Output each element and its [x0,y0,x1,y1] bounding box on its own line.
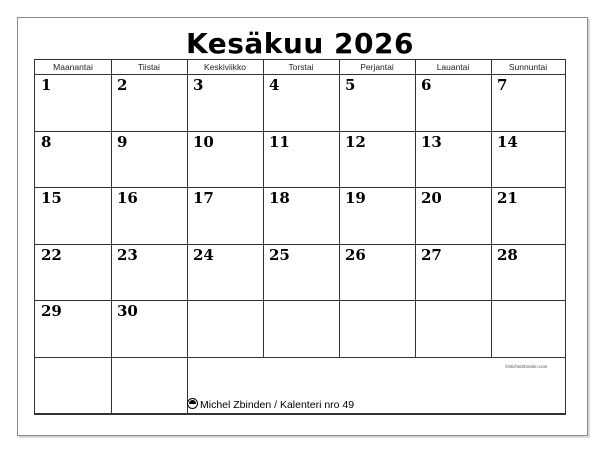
weekday-header: Maanantai [53,62,93,72]
day-number: 20 [421,189,442,207]
day-number: 29 [41,302,62,320]
day-number: 1 [41,76,52,94]
day-number: 9 [117,132,128,151]
day-number: 28 [497,245,518,264]
day-number: 3 [193,76,204,94]
day-number: 12 [345,132,366,151]
day-number: 30 [117,302,138,320]
day-number: 26 [345,245,366,264]
footer-credit [187,398,354,411]
grid-column-line [263,60,264,357]
day-number: 23 [117,245,138,264]
day-number: 10 [193,132,214,151]
day-number: 6 [421,76,432,94]
calendar-grid [34,59,566,415]
day-number: 15 [41,189,62,207]
day-number: 2 [117,76,128,94]
grid-row-line [35,300,565,301]
grid-column-line [111,60,112,414]
day-number: 21 [497,189,518,207]
weekday-header: Perjantai [360,62,394,72]
day-number: 19 [345,189,366,207]
grid-row-line [35,131,565,132]
day-number: 17 [193,189,214,207]
day-number: 18 [269,189,290,207]
day-number: 13 [421,132,442,151]
day-number: 7 [497,76,508,94]
copyright-text: ©MichelZbinden.com [505,364,548,369]
day-number: 4 [269,76,280,94]
day-number: 14 [497,132,518,151]
day-number: 16 [117,189,138,207]
weekday-header: Torstai [288,62,314,72]
weekday-header: Lauantai [436,62,470,72]
day-number: 11 [269,132,290,151]
grid-column-line [339,60,340,357]
day-number: 24 [193,245,214,264]
day-number: 25 [269,245,290,264]
weekday-header: Tiistai [138,62,160,72]
weekday-header: Keskiviikko [203,62,247,72]
grid-row-line [35,413,565,414]
weekday-header: Sunnuntai [508,62,548,72]
day-number: 5 [345,76,356,94]
day-number: 27 [421,245,442,264]
grid-row-line [35,357,565,358]
grid-row-line [35,74,565,75]
grid-column-line [187,60,188,414]
day-number: 8 [41,132,52,151]
grid-column-line [415,60,416,357]
face-icon [187,398,198,409]
grid-row-line [35,244,565,245]
footer-text: Michel Zbinden / Kalenteri nro 49 [200,399,355,411]
grid-row-line [35,187,565,188]
calendar-title: Kesäkuu 2026 [186,27,414,60]
grid-column-line [491,60,492,357]
day-number: 22 [41,245,62,264]
